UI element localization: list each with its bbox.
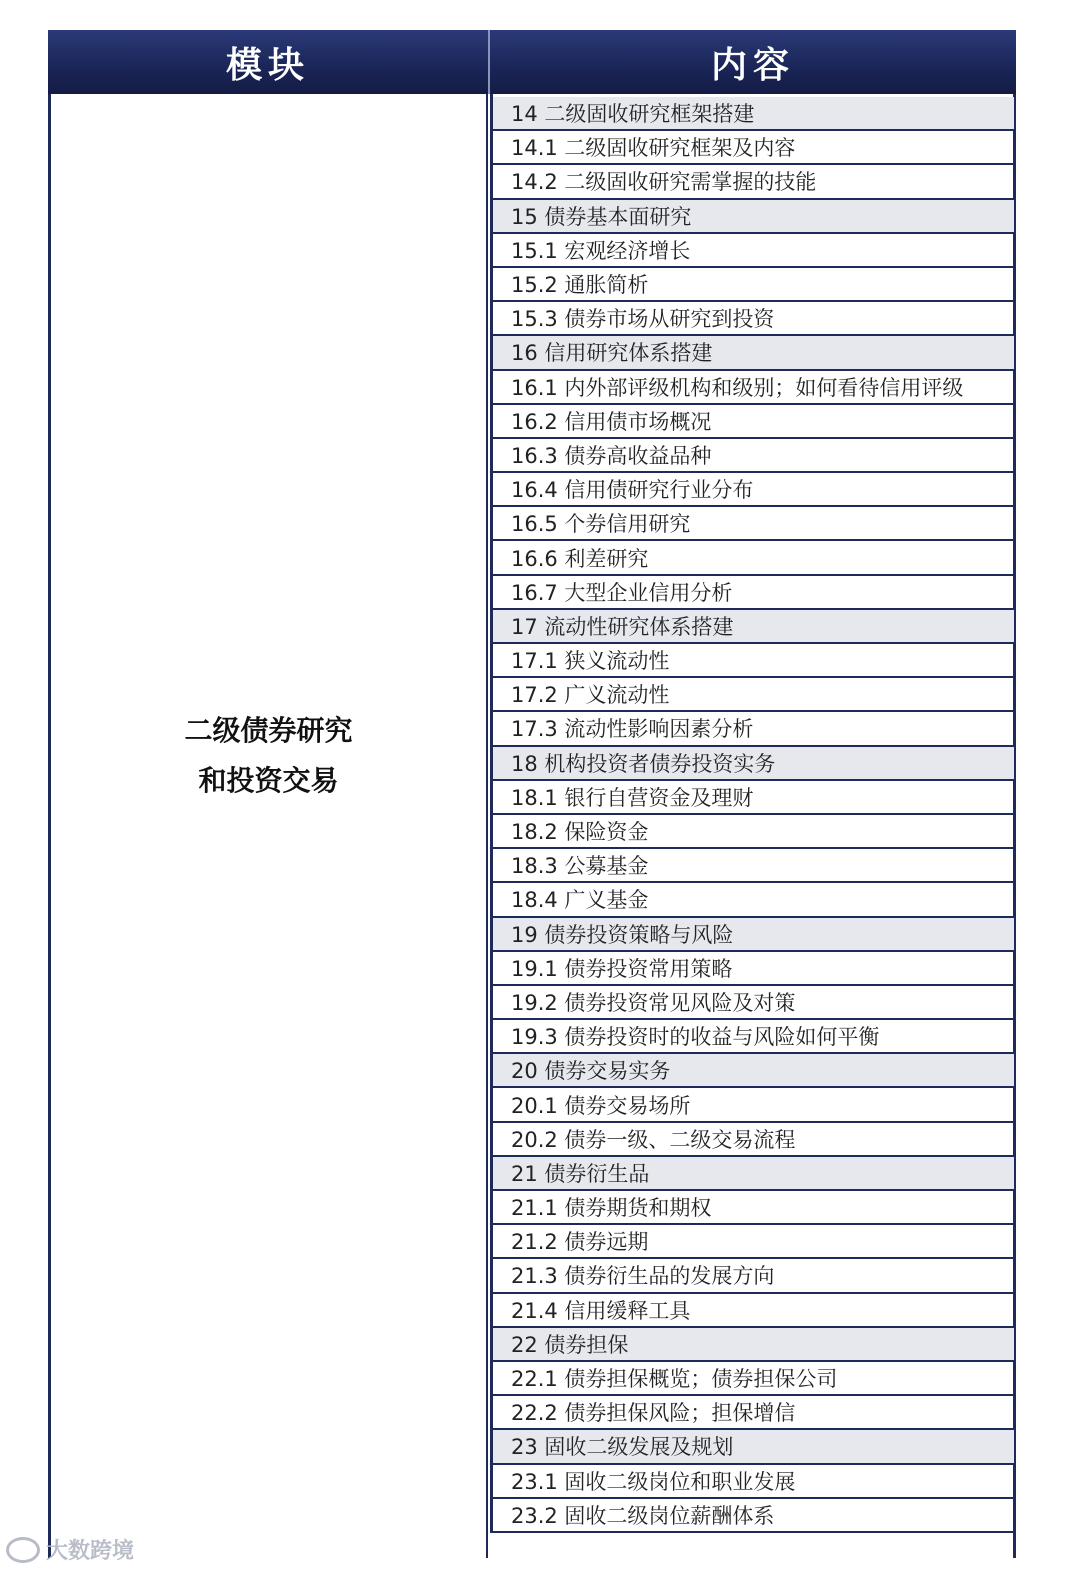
content-row: 23.1 固收二级岗位和职业发展 — [493, 1465, 1014, 1499]
watermark-logo-icon — [6, 1537, 40, 1563]
content-row: 21.1 债券期货和期权 — [493, 1191, 1014, 1225]
content-row: 14.1 二级固收研究框架及内容 — [493, 131, 1014, 165]
watermark — [6, 1534, 134, 1565]
content-row: 16.7 大型企业信用分析 — [493, 576, 1014, 610]
content-row: 18.2 保险资金 — [493, 815, 1014, 849]
content-rows — [490, 94, 1014, 1533]
watermark-text: 大数跨境 — [46, 1539, 135, 1564]
section-row: 16 信用研究体系搭建 — [493, 336, 1014, 370]
section-row: 21 债券衍生品 — [493, 1157, 1014, 1191]
section-row: 23 固收二级发展及规划 — [493, 1430, 1014, 1464]
content-row: 19.3 债券投资时的收益与风险如何平衡 — [493, 1020, 1014, 1054]
content-row: 15.3 债券市场从研究到投资 — [493, 302, 1014, 336]
content-row: 21.4 信用缓释工具 — [493, 1294, 1014, 1328]
section-row: 17 流动性研究体系搭建 — [493, 610, 1014, 644]
section-row: 18 机构投资者债券投资实务 — [493, 747, 1014, 781]
content-row: 18.4 广义基金 — [493, 883, 1014, 917]
content-row: 16.3 债券高收益品种 — [493, 439, 1014, 473]
content-row: 22.1 债券担保概览；债券担保公司 — [493, 1362, 1014, 1396]
section-row: 15 债券基本面研究 — [493, 200, 1014, 234]
content-row: 20.1 债券交易场所 — [493, 1088, 1014, 1122]
header-module: 模块 — [48, 30, 490, 94]
section-row: 19 债券投资策略与风险 — [493, 918, 1014, 952]
content-row: 18.1 银行自营资金及理财 — [493, 781, 1014, 815]
section-row: 14 二级固收研究框架搭建 — [493, 97, 1014, 131]
content-row: 16.5 个券信用研究 — [493, 507, 1014, 541]
content-row: 19.1 债券投资常用策略 — [493, 952, 1014, 986]
content-row: 15.1 宏观经济增长 — [493, 234, 1014, 268]
content-row: 20.2 债券一级、二级交易流程 — [493, 1123, 1014, 1157]
header-content: 内容 — [710, 44, 795, 86]
module-name-line1: 二级债券研究 — [184, 714, 353, 747]
content-row: 23.2 固收二级岗位薪酬体系 — [493, 1499, 1014, 1533]
content-row: 16.2 信用债市场概况 — [493, 405, 1014, 439]
content-row: 17.3 流动性影响因素分析 — [493, 712, 1014, 746]
course-table — [48, 30, 1016, 1558]
content-row: 18.3 公募基金 — [493, 849, 1014, 883]
section-row: 20 债券交易实务 — [493, 1054, 1014, 1088]
content-row: 16.4 信用债研究行业分布 — [493, 473, 1014, 507]
content-row: 16.1 内外部评级机构和级别；如何看待信用评级 — [493, 371, 1014, 405]
content-row: 17.2 广义流动性 — [493, 678, 1014, 712]
section-row: 22 债券担保 — [493, 1328, 1014, 1362]
content-row: 22.2 债券担保风险；担保增信 — [493, 1396, 1014, 1430]
content-row: 14.2 二级固收研究需掌握的技能 — [493, 165, 1014, 199]
content-row: 17.1 狭义流动性 — [493, 644, 1014, 678]
table-header — [48, 30, 1016, 94]
content-row: 15.2 通胀简析 — [493, 268, 1014, 302]
content-row: 16.6 利差研究 — [493, 541, 1014, 575]
content-row: 21.3 债券衍生品的发展方向 — [493, 1259, 1014, 1293]
module-name-line2: 和投资交易 — [198, 764, 339, 797]
module-cell — [51, 94, 488, 1558]
content-row: 21.2 债券远期 — [493, 1225, 1014, 1259]
content-row: 19.2 债券投资常见风险及对策 — [493, 986, 1014, 1020]
module-name — [184, 706, 352, 806]
